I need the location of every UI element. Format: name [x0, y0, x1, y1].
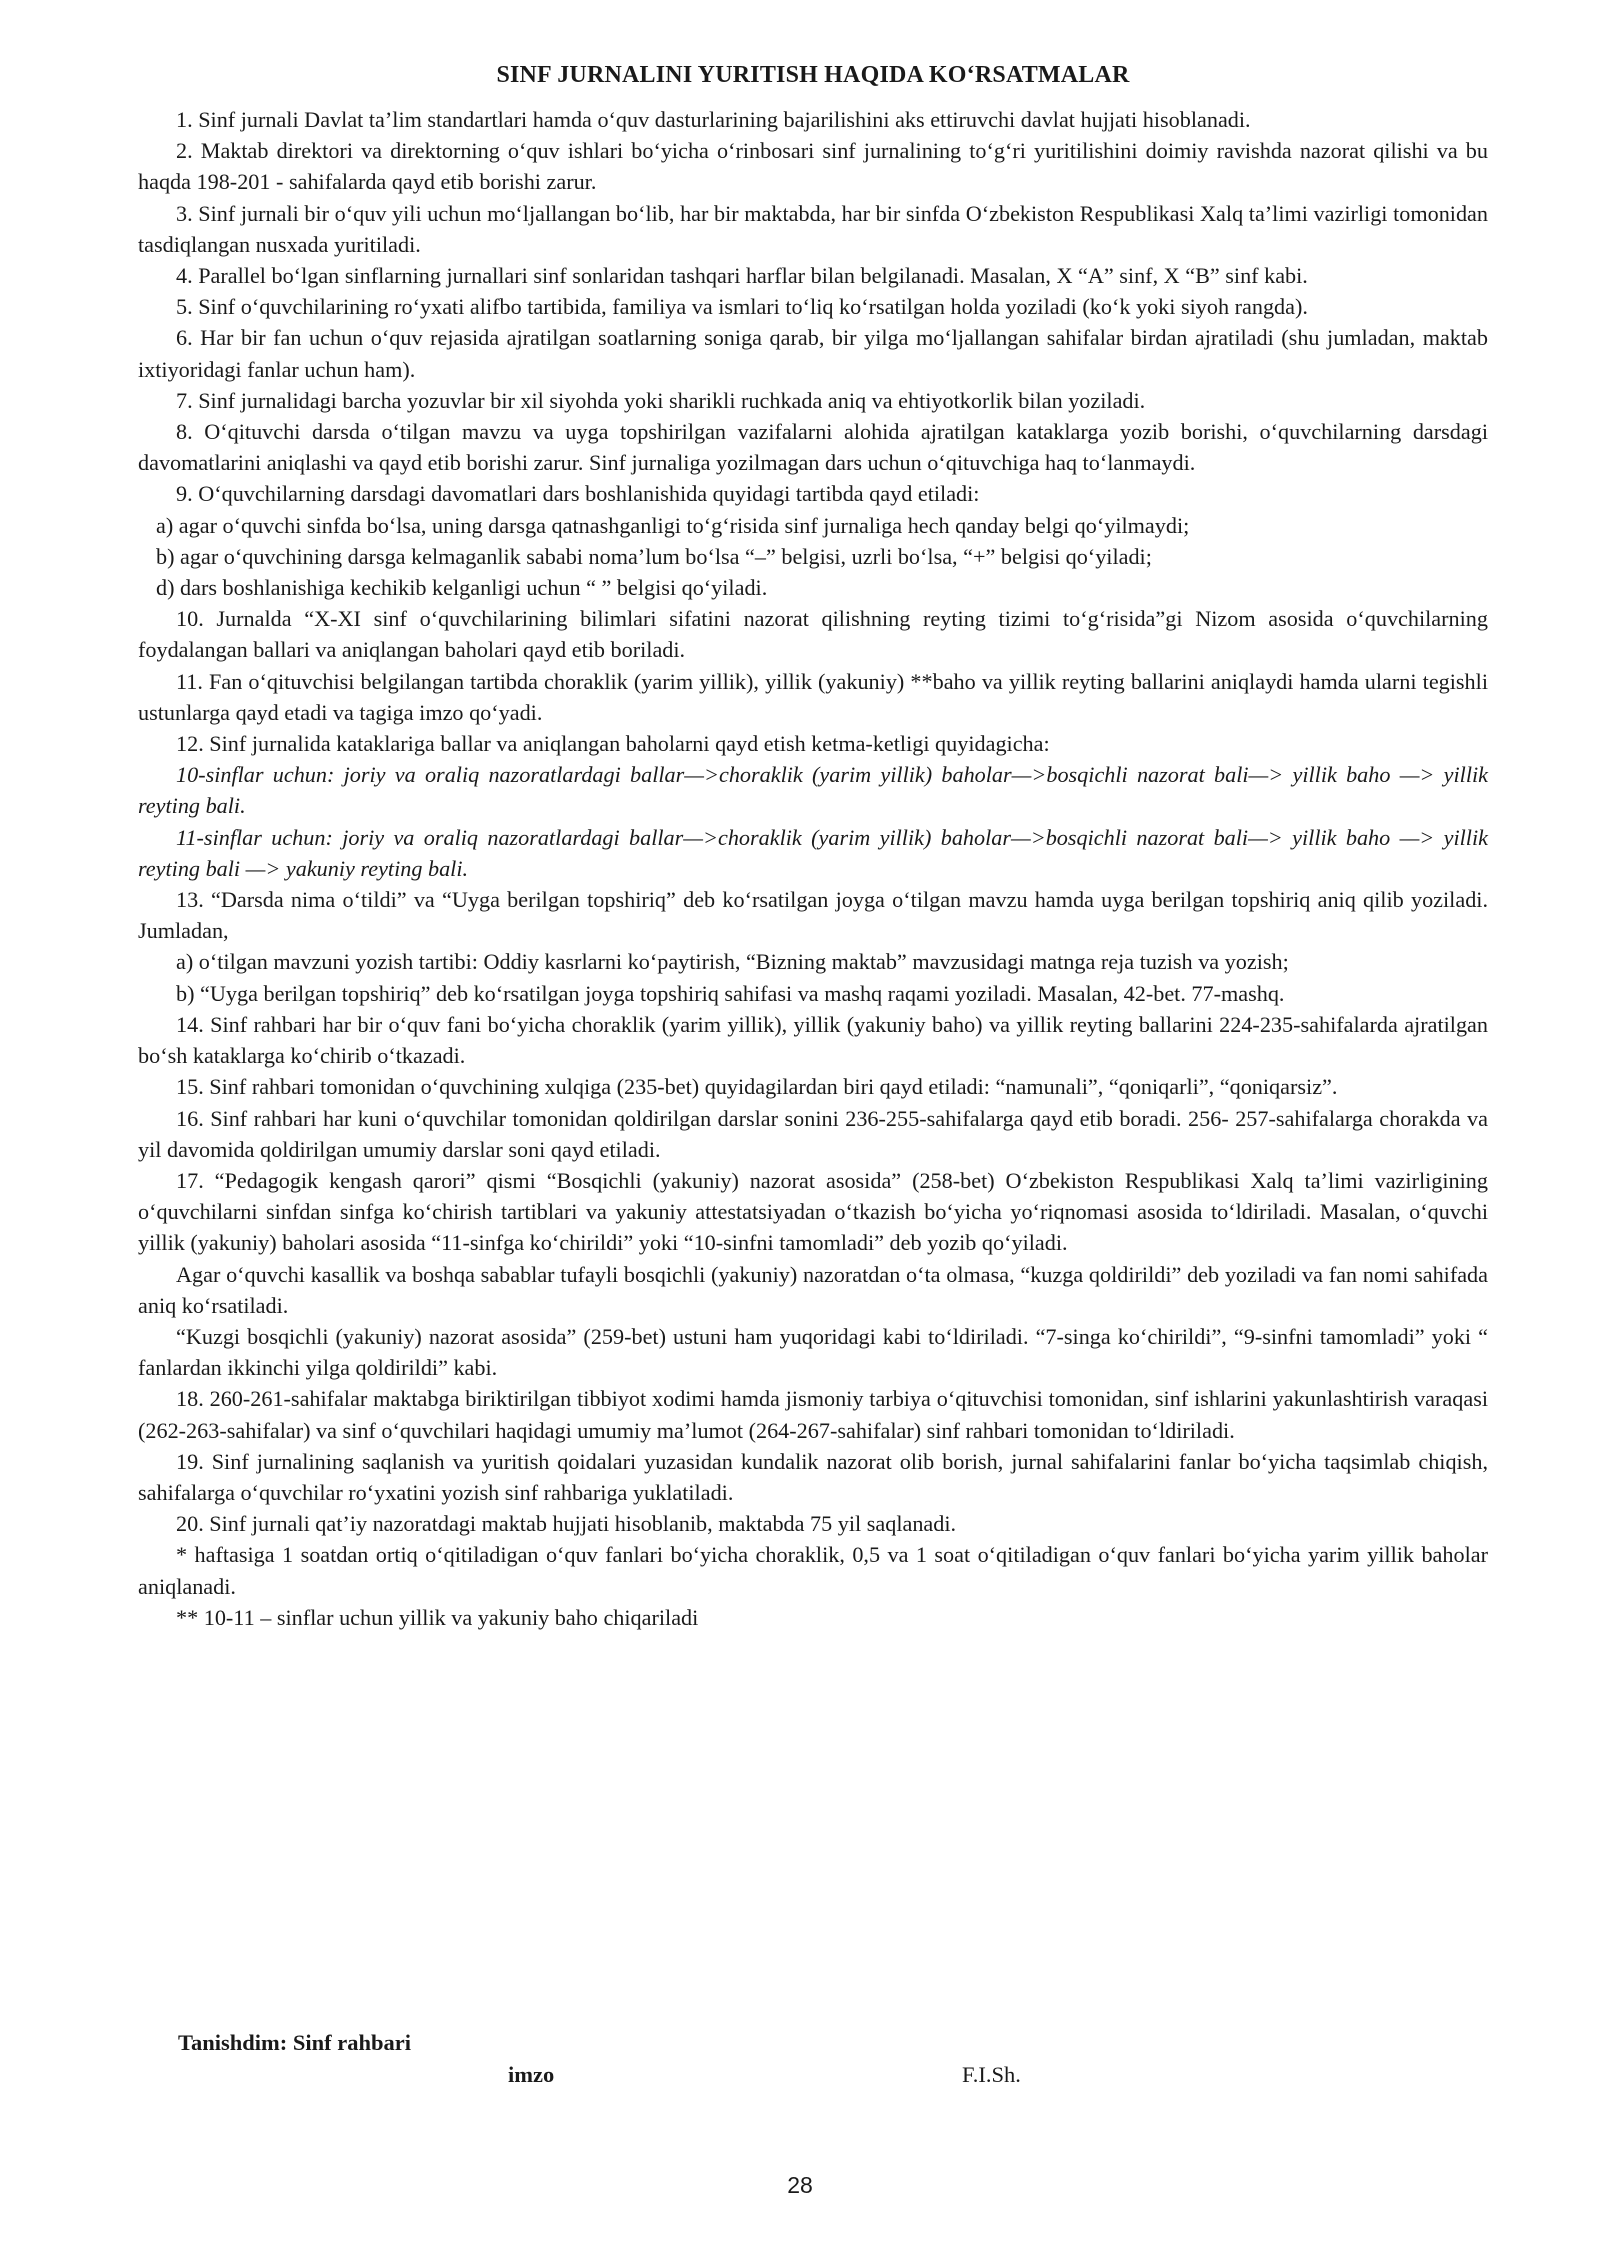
paragraph: a) o‘tilgan mavzuni yozish tartibi: Oddiy kasrlarni ko‘paytirish, “Bizning maktab” mavzusidagi matnga reja tuzish va yozish;: [176, 949, 1289, 975]
paragraph: 4. Parallel bo‘lgan sinflarning jurnallari sinf sonlaridan tashqari harflar bilan belgilanadi. Masalan, X “A” sinf, X “B” sinf kabi.: [176, 263, 1308, 289]
signature-caption: imzo: [508, 2062, 555, 2087]
paragraph: Agar o‘quvchi kasallik va boshqa sabablar tufayli bosqichli (yakuniy) nazoratdan o‘ta olmasa, “kuzga qoldirildi” deb yoziladi va fan nomi sahifada aniq ko‘rsatiladi.: [138, 1261, 1488, 1318]
paragraph: ** 10-11 – sinflar uchun yillik va yakuniy baho chiqariladi: [176, 1604, 699, 1630]
page-number: 28: [787, 2172, 813, 2198]
paragraph: 12. Sinf jurnalida kataklariga ballar va aniqlangan baholarni qayd etish ketma-ketligi quyidagicha:: [176, 731, 1050, 757]
document-title: SINF JURNALINI YURITISH HAQIDA KO‘RSATMALAR: [496, 62, 1130, 88]
paragraph: * haftasiga 1 soatdan ortiq o‘qitiladigan o‘quv fanlari bo‘yicha choraklik, 0,5 va 1 soat o‘qitiladigan o‘quv fanlari bo‘yicha yarim yillik baholar aniqlanadi.: [138, 1542, 1488, 1599]
paragraph: 10-sinflar uchun: joriy va oraliq nazoratlardagi ballar—>choraklik (yarim yillik) baholar—>bosqichli nazorat bali—> yillik baho —> yillik reyting bali.: [138, 762, 1488, 819]
paragraph: 17. “Pedagogik kengash qarori” qismi “Bosqichli (yakuniy) nazorat asosida” (258-bet) O‘zbekiston Respublikasi Xalq ta’limi vazirligining o‘quvchilarni sinfdan sinfga ko‘chirish tartiblari va yakuniy attestatsiyadan o‘tkazish bo‘yicha yo‘riqnomasi asosida to‘ldiriladi. Masalan, o‘quvchi yillik (yakuniy) baholari asosida “11-sinfga ko‘chirildi” yoki “10-sinfni tamomladi” deb yozib qo‘yiladi.: [138, 1167, 1488, 1256]
paragraph: 16. Sinf rahbari har kuni o‘quvchilar tomonidan qoldirilgan darslar sonini 236-255-sahifalarga qayd etib boradi. 256- 257-sahifalarga chorakda va yil davomida qoldirilgan umumiy darslar soni qayd etiladi.: [138, 1105, 1488, 1162]
full-name-caption: F.I.Sh.: [962, 2062, 1021, 2087]
acknowledgement-label: Tanishdim: Sinf rahbari: [178, 2030, 411, 2055]
paragraph: 20. Sinf jurnali qat’iy nazoratdagi maktab hujjati hisoblanib, maktabda 75 yil saqlanadi.: [176, 1511, 957, 1537]
paragraph: 13. “Darsda nima o‘tildi” va “Uyga berilgan topshiriq” deb ko‘rsatilgan joyga o‘tilgan mavzu hamda uyga berilgan topshiriq aniq qilib yoziladi. Jumladan,: [138, 887, 1488, 944]
paragraph: 5. Sinf o‘quvchilarining ro‘yxati alifbo tartibida, familiya va ismlari to‘liq ko‘rsatilgan holda yoziladi (ko‘k yoki siyoh rangda).: [176, 294, 1308, 320]
paragraph: a) agar o‘quvchi sinfda bo‘lsa, uning darsga qatnashganligi to‘g‘risida sinf jurnaliga hech qanday belgi qo‘yilmaydi;: [156, 512, 1190, 538]
paragraph: b) “Uyga berilgan topshiriq” deb ko‘rsatilgan joyga topshiriq sahifasi va mashq raqami yoziladi. Masalan, 42-bet. 77-mashq.: [176, 980, 1285, 1006]
paragraph: 7. Sinf jurnalidagi barcha yozuvlar bir xil siyohda yoki sharikli ruchkada aniq va ehtiyotkorlik bilan yoziladi.: [176, 387, 1146, 413]
instruction-list: [138, 104, 1488, 1633]
paragraph: 18. 260-261-sahifalar maktabga biriktirilgan tibbiyot xodimi hamda jismoniy tarbiya o‘qituvchisi tomonidan, sinf ishlarini yakunlashtirish varaqasi (262-263-sahifalar) va sinf o‘quvchilari haqidagi umumiy ma’lumot (264-267-sahifalar) sinf rahbari tomonidan to‘ldiriladi.: [138, 1386, 1488, 1443]
document-body: [138, 58, 1488, 1633]
paragraph: 2. Maktab direktori va direktorning o‘quv ishlari bo‘yicha o‘rinbosari sinf jurnalining to‘g‘ri yuritilishini doimiy ravishda nazorat qilishi va bu haqda 198-201 - sahifalarda qayd etib borishi zarur.: [138, 138, 1488, 195]
paragraph: 15. Sinf rahbari tomonidan o‘quvchining xulqiga (235-bet) quyidagilardan biri qayd etiladi: “namunali”, “qoniqarli”, “qoniqarsiz”.: [176, 1074, 1338, 1100]
paragraph: 19. Sinf jurnalining saqlanish va yuritish qoidalari yuzasidan kundalik nazorat olib borish, jurnal sahifalarini fanlar bo‘yicha taqsimlab chiqish, sahifalarga o‘quvchilar ro‘yxatini yozish sinf rahbariga yuklatiladi.: [138, 1448, 1488, 1505]
paragraph: 14. Sinf rahbari har bir o‘quv fani bo‘yicha choraklik (yarim yillik), yillik (yakuniy baho) va yillik reyting ballarini 224-235-sahifalarda ajratilgan bo‘sh kataklarga ko‘chirib o‘tkazadi.: [138, 1011, 1488, 1069]
paragraph: 1. Sinf jurnali Davlat ta’lim standartlari hamda o‘quv dasturlarining bajarilishini aks ettiruvchi davlat hujjati hisoblanadi.: [176, 107, 1251, 132]
paragraph: 11. Fan o‘qituvchisi belgilangan tartibda choraklik (yarim yillik), yillik (yakuniy) **baho va yillik reyting ballarini aniqlaydi hamda ularni tegishli ustunlarga qayd etadi va tagiga imzo qo‘yadi.: [138, 668, 1488, 725]
paragraph: b) agar o‘quvchining darsga kelmaganlik sababi noma’lum bo‘lsa “–” belgisi, uzrli bo‘lsa, “+” belgisi qo‘yiladi;: [156, 543, 1152, 569]
paragraph: 3. Sinf jurnali bir o‘quv yili uchun mo‘ljallangan bo‘lib, har bir maktabda, har bir sinfda O‘zbekiston Respublikasi Xalq ta’limi vazirligi tomonidan tasdiqlangan nusxada yuritiladi.: [138, 200, 1488, 257]
paragraph: 11-sinflar uchun: joriy va oraliq nazoratlardagi ballar—>choraklik (yarim yillik) baholar—>bosqichli nazorat bali—> yillik baho —> yillik reyting bali —> yakuniy reyting bali.: [138, 824, 1488, 881]
paragraph: 10. Jurnalda “X-XI sinf o‘quvchilarining bilimlari sifatini nazorat qilishning reyting tizimi to‘g‘risida”gi Nizom asosida o‘quvchilarning foydalangan ballari va aniqlangan baholari qayd etib boriladi.: [138, 606, 1488, 663]
paragraph: 8. O‘qituvchi darsda o‘tilgan mavzu va uyga topshirilgan vazifalarni alohida ajratilgan kataklarga yozib borishi, o‘quvchilarning darsdagi davomatlarini aniqlashi va qayd etib borishi zarur. Sinf jurnaliga yozilmagan dars uchun o‘qituvchiga haq to‘lanmaydi.: [138, 419, 1488, 476]
paragraph: d) dars boshlanishiga kechikib kelganligi uchun “ ” belgisi qo‘yiladi.: [156, 575, 768, 601]
paragraph: 6. Har bir fan uchun o‘quv rejasida ajratilgan soatlarning soniga qarab, bir yilga mo‘ljallangan sahifalar birdan ajratiladi (shu jumladan, maktab ixtiyoridagi fanlar uchun ham).: [138, 325, 1488, 382]
paragraph: “Kuzgi bosqichli (yakuniy) nazorat asosida” (259-bet) ustuni ham yuqoridagi kabi to‘ldiriladi. “7-singa ko‘chirildi”, “9-sinfni tamomladi” yoki “ fanlardan ikkinchi yilga qoldirildi” kabi.: [138, 1323, 1488, 1381]
paragraph: 9. O‘quvchilarning darsdagi davomatlari dars boshlanishida quyidagi tartibda qayd etiladi:: [176, 481, 980, 507]
